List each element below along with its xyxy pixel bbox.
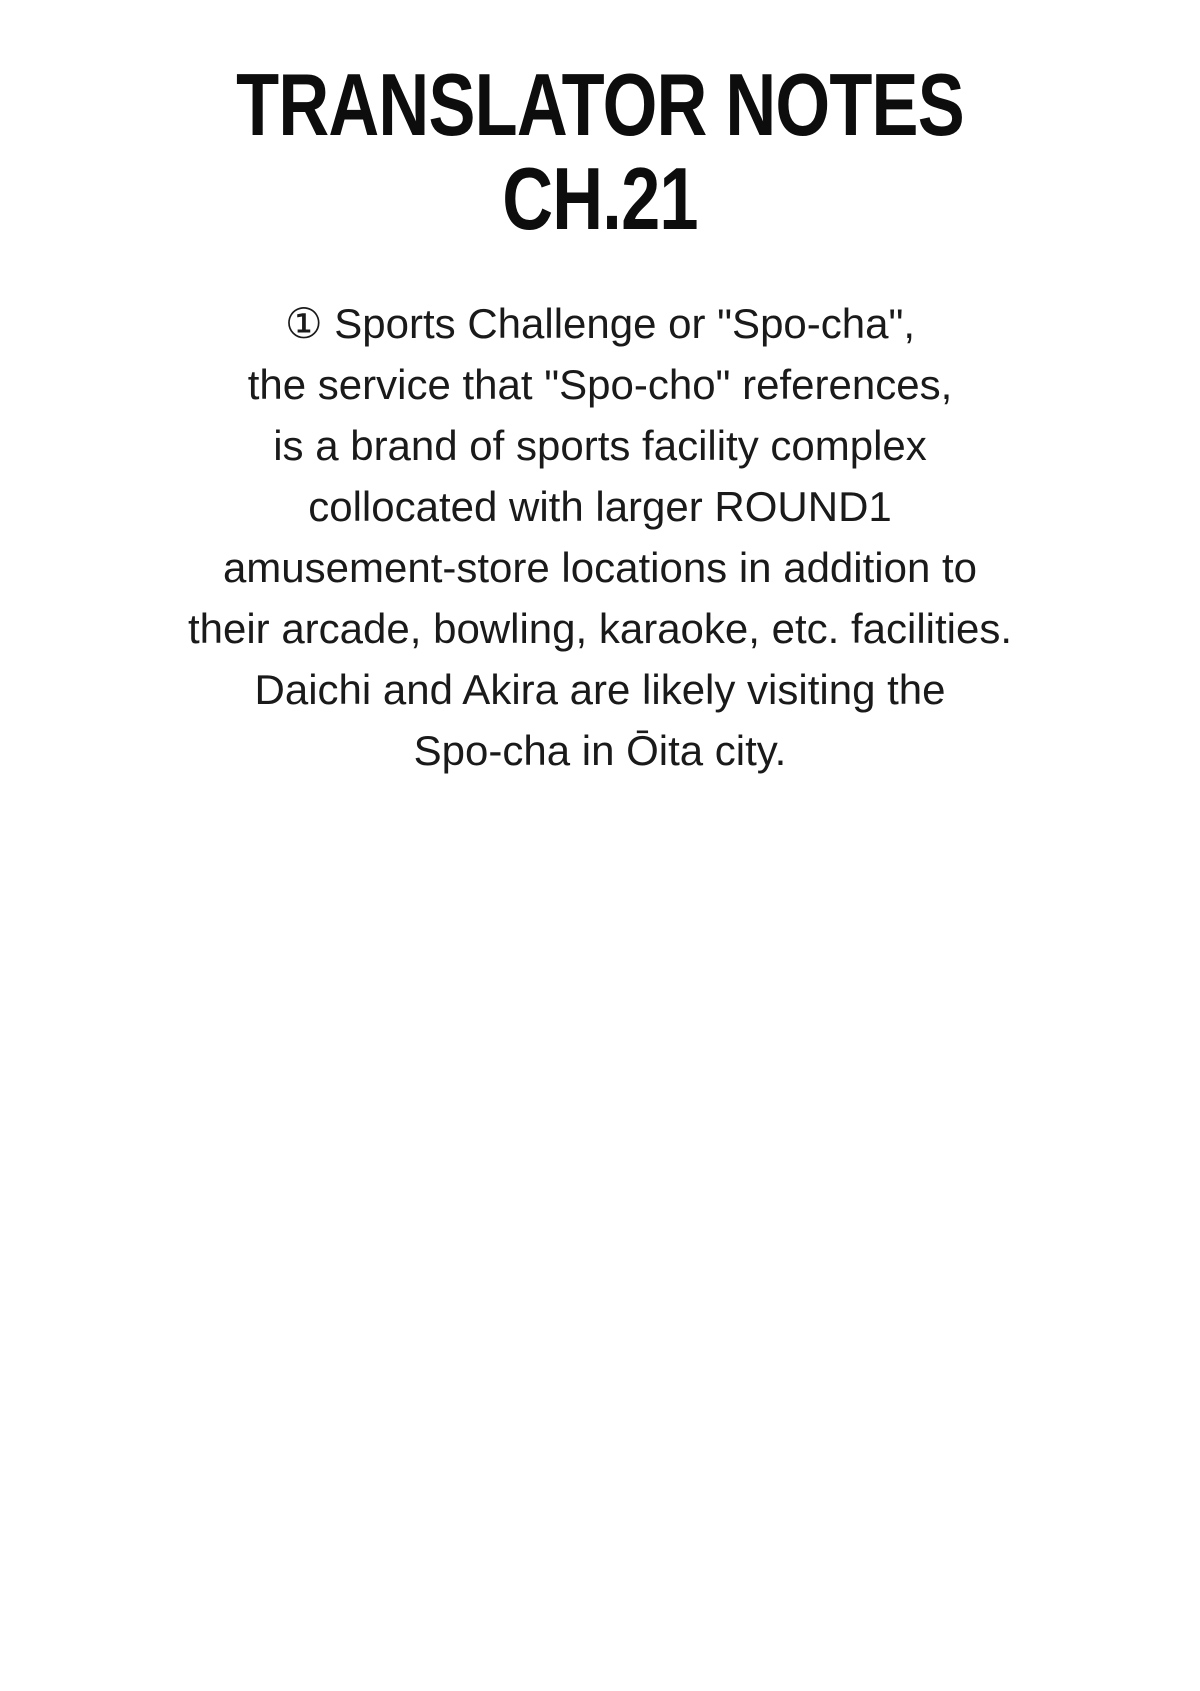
note-line: is a brand of sports facility complex bbox=[273, 422, 927, 470]
note-line: the service that "Spo-cho" references, bbox=[247, 361, 953, 409]
note-line: Daichi and Akira are likely visiting the bbox=[254, 665, 946, 713]
title-line-2: CH.21 bbox=[502, 149, 698, 249]
note-line: their arcade, bowling, karaoke, etc. facilities. bbox=[187, 604, 1013, 652]
note-line: Spo-cha in Ōita city. bbox=[413, 726, 787, 774]
note-line: collocated with larger ROUND1 bbox=[308, 483, 892, 531]
note-line: amusement-store locations in addition to bbox=[222, 544, 978, 592]
title-line-1: TRANSLATOR NOTES bbox=[236, 55, 964, 154]
note-line: ① Sports Challenge or "Spo-cha", bbox=[284, 300, 916, 348]
page-title bbox=[0, 0, 1200, 249]
note-1-body bbox=[110, 242, 1090, 781]
